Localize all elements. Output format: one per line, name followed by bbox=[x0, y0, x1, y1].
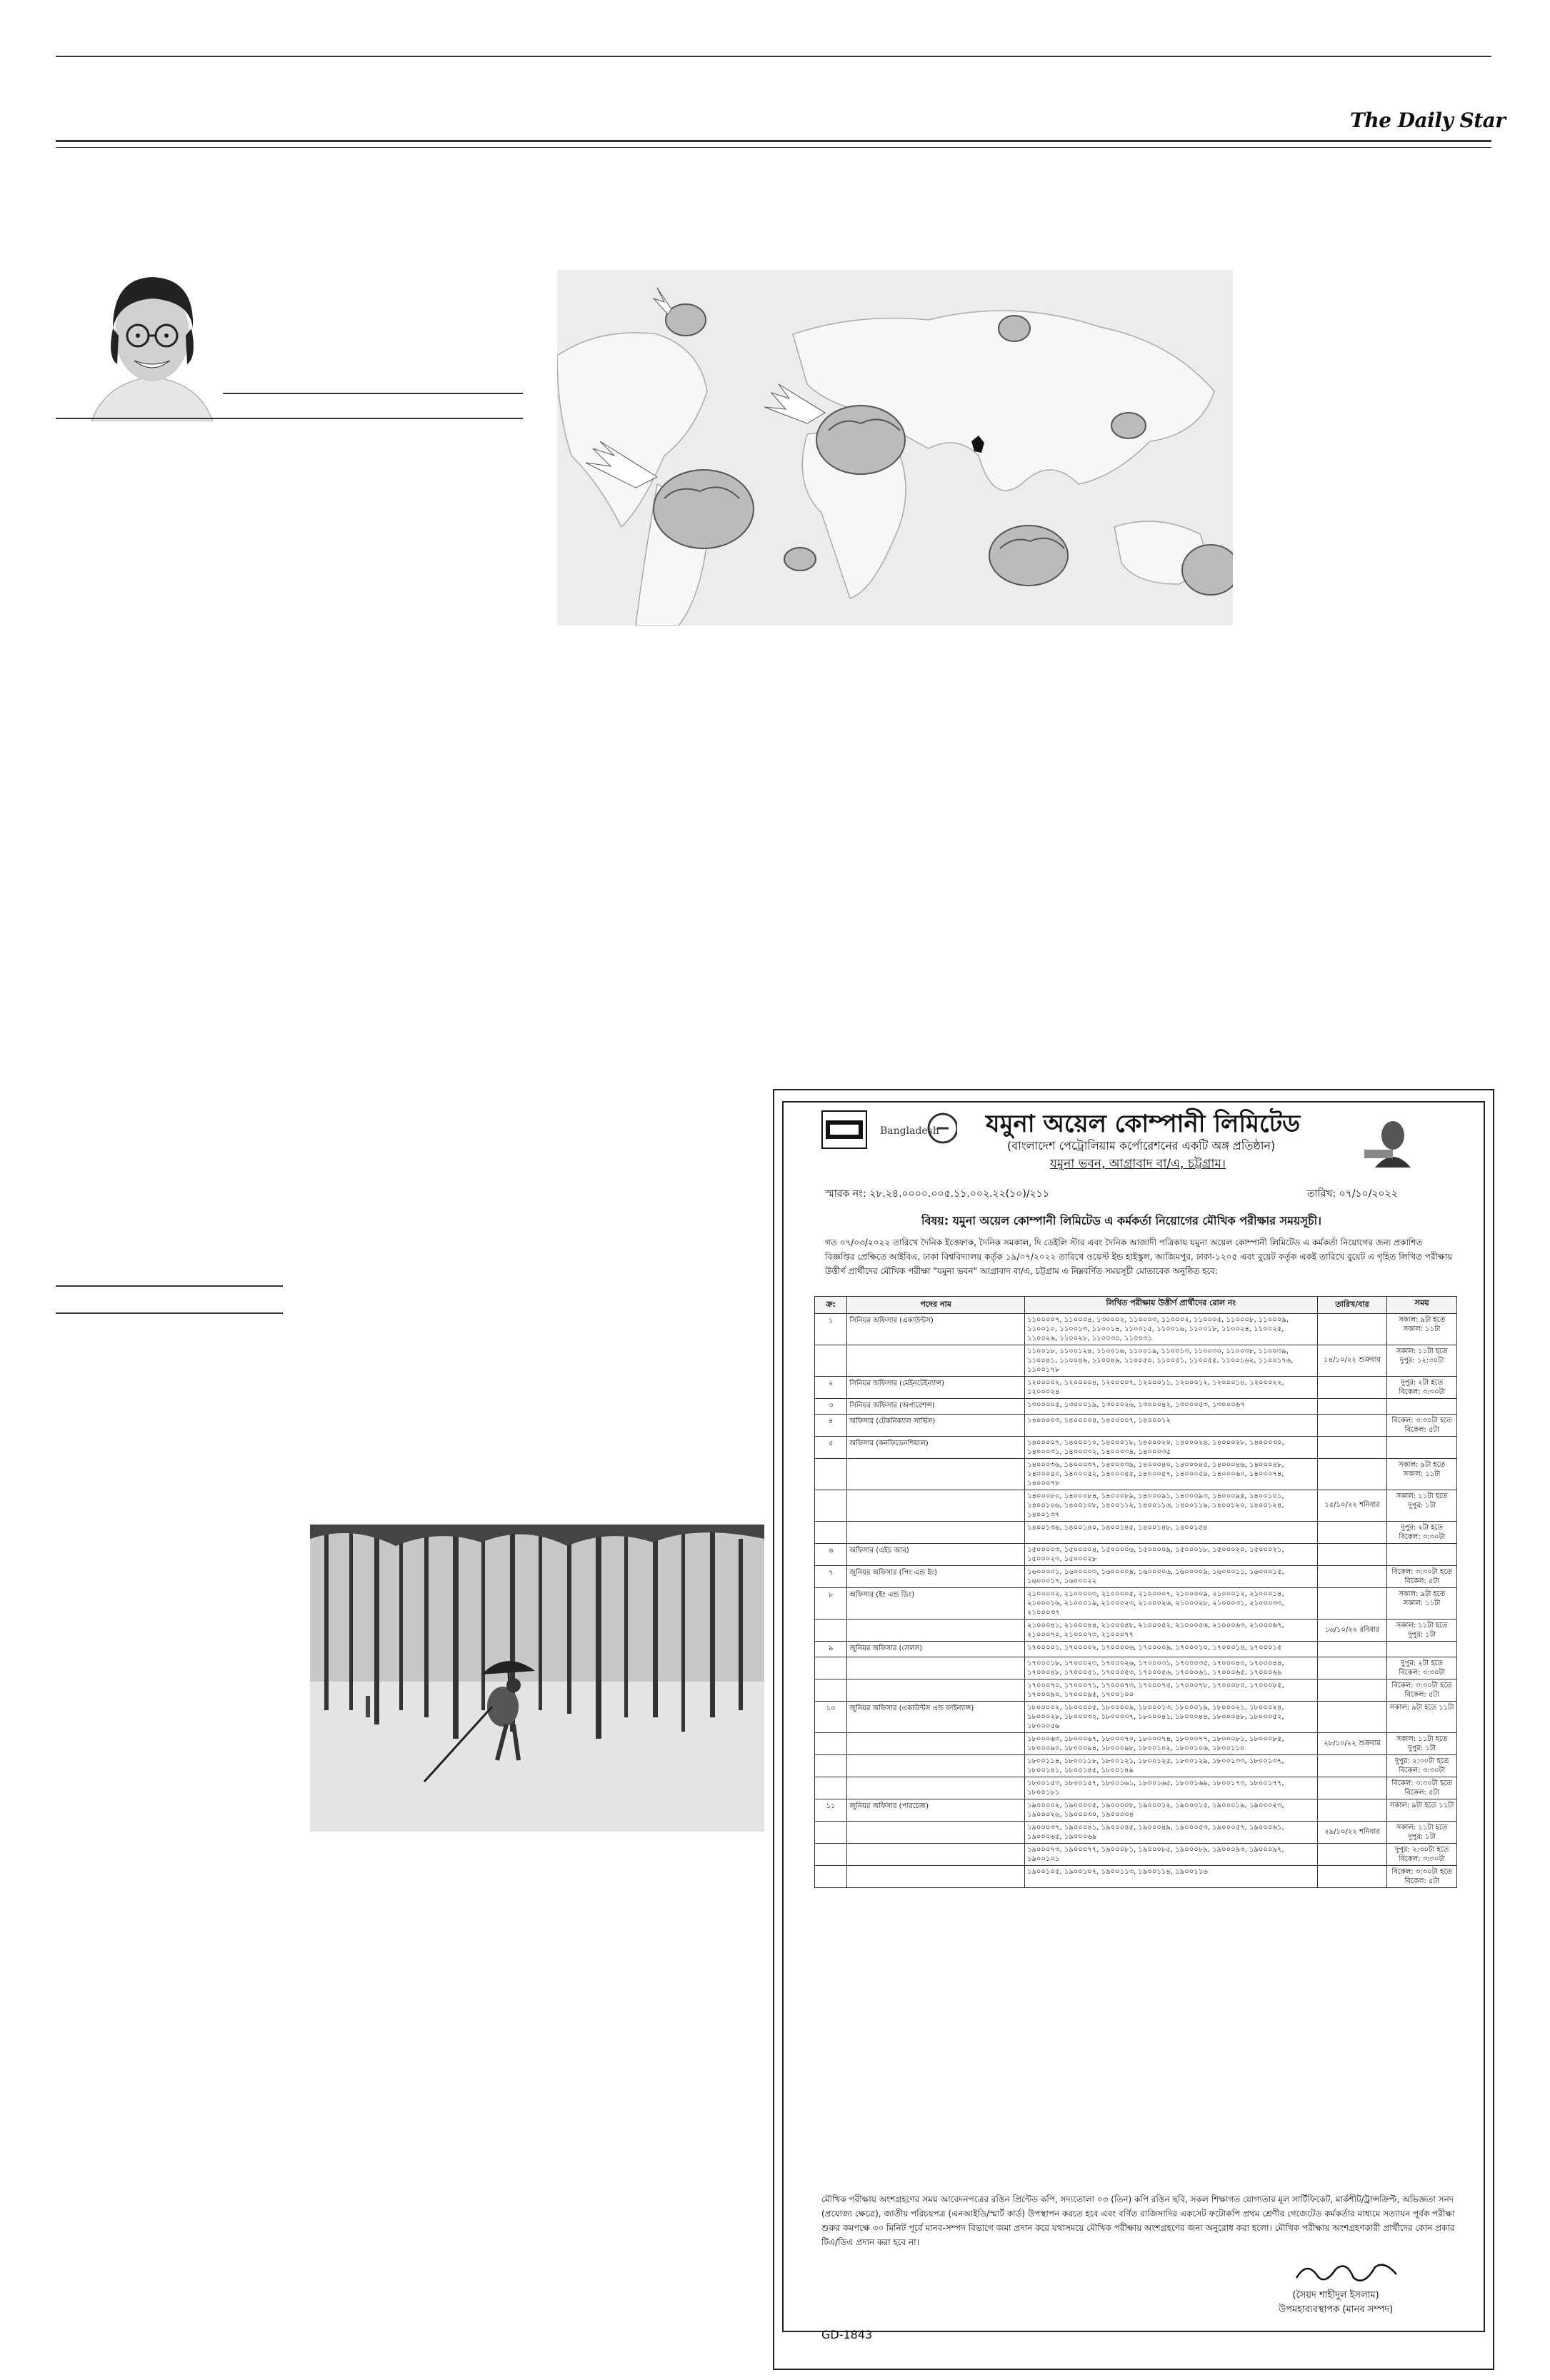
row-time bbox=[1387, 1642, 1457, 1657]
row-serial: ১০ bbox=[815, 1702, 847, 1733]
row-serial: ৪ bbox=[815, 1415, 847, 1437]
table-row bbox=[815, 1399, 1457, 1415]
row-serial: ৩ bbox=[815, 1399, 847, 1415]
row-rolls: ১৯০০০৩৭, ১৯০০০৪১, ১৯০০০৪৫, ১৯০০০৪৯, ১৯০০০৫৩, ১৯০০০৫৭, ১৯০০০৬১, ১৯০০০৬৫, ১৯০০০৬৯ bbox=[1024, 1822, 1317, 1844]
row-time bbox=[1387, 1399, 1457, 1415]
row-time: বিকেল: ৩:৩০টা হতে বিকেল: ৫টা bbox=[1387, 1866, 1457, 1888]
row-post: জুনিয়র অফিসার (একাউন্টস এন্ড ফাইন্যান্স) bbox=[847, 1702, 1025, 1733]
row-rolls: ১৯০০০০২, ১৯০০০০৫, ১৯০০০০৮, ১৯০০০১২, ১৯০০০১৫, ১৯০০০১৯, ১৯০০০২৩, ১৯০০০২৬, ১৯০০০৩০, ১৯০০০৩৪ bbox=[1024, 1799, 1317, 1822]
sidebar-rule-2 bbox=[56, 1312, 283, 1314]
row-rolls: ১১০০০০৭, ১১০০০৪, ১৩০০০২, ১১০০০৩, ১১০০০২, ১১০০০৫, ১১০০০৮, ১১০০০৯, ১১০০১০, ১১০০১৩, ১১০০১৪, ১১০০১৫, ১১০০১৬, ১১০০১৮, ১১০০২৪, ১১০০২৫, ১১০০২৬, ১১০০২৮, ১১০০৩০, ১১০০৩১ bbox=[1024, 1314, 1317, 1345]
row-date bbox=[1317, 1377, 1387, 1399]
row-serial: ৫ bbox=[815, 1437, 847, 1459]
sidebar-rule-1 bbox=[56, 1285, 283, 1287]
table-row bbox=[815, 1702, 1457, 1733]
table-row bbox=[815, 1314, 1457, 1345]
signer-name: (সৈয়দ শাহীদুল ইসলাম) bbox=[1292, 2290, 1379, 2301]
row-serial: ৯ bbox=[815, 1642, 847, 1657]
row-time: সকাল: ১১টা হতে দুপুর: ১টা bbox=[1387, 1733, 1457, 1755]
row-date bbox=[1317, 1399, 1387, 1415]
row-rolls: ১৭০০০০১, ১৭০০০০২, ১৭০০০০৬, ১৭০০০০৯, ১৭০০০১০, ১৭০০০১৪, ১৭০০০১৫ bbox=[1024, 1642, 1317, 1657]
author-photo bbox=[84, 257, 220, 421]
row-rolls: ১১০০১৮, ১১০০১২৪, ১১০০১৬, ১১০০১৯, ১১০০১৩, ১১০০৩০, ১১০০৩৮, ১১০০৩৯, ১১০০৪১, ১১০০৪৬, ১১০০৪৯, ১১০০৫০, ১১০০৫১, ১১০০৫৫, ১১০০১৬২, ১১০০১৭৬, ১১০০১৭৮ bbox=[1024, 1345, 1317, 1377]
row-date bbox=[1317, 1459, 1387, 1490]
row-date bbox=[1317, 1755, 1387, 1777]
row-time: দুপুর: ২টা হতে বিকেল: ৩:৩০টা bbox=[1387, 1522, 1457, 1544]
row-serial: ২ bbox=[815, 1377, 847, 1399]
header-post: পদের নাম bbox=[847, 1297, 1025, 1314]
row-rolls: ২১০০০০২, ২১০০০০৩, ২১০০০০৫, ২১০০০০৭, ২১০০০০৯, ২১০০০১২, ২১০০০১৪, ২১০০০১৬, ২১০০০১৯, ২১০০০২৩, ২১০০০২৬, ২১০০০২৮, ২১০০০৩১, ২১০০০৩৩, ২১০০০৩৭ bbox=[1024, 1588, 1317, 1620]
table-row bbox=[815, 1866, 1457, 1888]
row-date: ২৯/১০/২২ শনিবার bbox=[1317, 1822, 1387, 1844]
table-row bbox=[815, 1544, 1457, 1566]
table-row bbox=[815, 1345, 1457, 1377]
row-post bbox=[847, 1345, 1025, 1377]
table-row bbox=[815, 1415, 1457, 1437]
storm-beach-photo bbox=[310, 1525, 764, 1832]
row-time bbox=[1387, 1437, 1457, 1459]
row-serial bbox=[815, 1522, 847, 1544]
table-row bbox=[815, 1657, 1457, 1679]
row-date bbox=[1317, 1657, 1387, 1679]
header-rolls: লিখিত পরীক্ষায় উত্তীর্ণ প্রার্থীদের রোল নং bbox=[1024, 1297, 1317, 1314]
row-post: জুনিয়র অফিসার (সেলস) bbox=[847, 1642, 1025, 1657]
row-serial: ১ bbox=[815, 1314, 847, 1345]
row-post: অফিসার (টেকনিক্যাল সার্ভিস) bbox=[847, 1415, 1025, 1437]
row-rolls: ১৪০০০৩৬, ১৪০০০৩৭, ১৪০০০৩৯, ১৪০০০৪০, ১৪০০০৪৫, ১৪০০০৪৬, ১৪০০০৪৮, ১৪০০০৫০, ১৪০০০৫২, ১৪০০০৫৫, ১৪০০০৫৭, ১৪০০০৫৯, ১৪০০০৬০, ১৪০০০৭৪, ১৪০০০৭৮ bbox=[1024, 1459, 1317, 1490]
table-row bbox=[815, 1822, 1457, 1844]
row-rolls: ১৪০০০০৩, ১৪০০০০৪, ১৪০০০০৭, ১৪০০০১২ bbox=[1024, 1415, 1317, 1437]
row-rolls: ১৩০০০০৫, ১৩০০০১৯, ১৩০০০২৬, ১৩০০০৪২, ১৩০০০৫৩, ১৩০০০৬৭ bbox=[1024, 1399, 1317, 1415]
row-date: ১৫/১০/২২ শনিবার bbox=[1317, 1490, 1387, 1522]
table-row bbox=[815, 1490, 1457, 1522]
row-post bbox=[847, 1459, 1025, 1490]
row-rolls: ১৯০০০৭৩, ১৯০০০৭৭, ১৯০০০৮১, ১৯০০০৮৫, ১৯০০০৮৯, ১৯০০০৯৩, ১৯০০০৯৭, ১৯০০১০১ bbox=[1024, 1844, 1317, 1866]
row-post bbox=[847, 1679, 1025, 1702]
row-post bbox=[847, 1822, 1025, 1844]
row-date bbox=[1317, 1437, 1387, 1459]
row-rolls: ২১০০০৪১, ২১০০০৪৪, ২১০০০৪৮, ২১০০০৫২, ২১০০০৫৬, ২১০০০৬৩, ২১০০০৬৭, ২১০০০৭০, ২১০০০৭৩, ২১০০০৭৭ bbox=[1024, 1620, 1317, 1642]
mujib-logo bbox=[1361, 1118, 1418, 1168]
signature bbox=[1293, 2256, 1400, 2289]
table-row bbox=[815, 1522, 1457, 1544]
row-serial bbox=[815, 1679, 847, 1702]
table-row bbox=[815, 1733, 1457, 1755]
row-date bbox=[1317, 1702, 1387, 1733]
ad-body-text: গত ০৭/০৩/২০২২ তারিখে দৈনিক ইত্তেফাক, দৈনিক সমকাল, দি ডেইলি স্টার এবং দৈনিক আজাদী পত্রিকায় যমুনা অয়েল কোম্পানী লিমিটেড এ কর্মকর্তা নিয়োগের জন্য প্রকাশিত বিজ্ঞপ্তির প্রেক্ষিতে আইবিএ, ঢাকা বিশ্ববিদ্যালয় কর্তৃক ১৯/০৭/২০২২ তারিখে ওয়েস্ট ইন্ড হাইস্কুল, আজিমপুর, ঢাকা-১২০৫ এবং বুয়েট কর্তৃক একই তারিখে বুয়েট এ গৃহিত লিখিত পরীক্ষায় উত্তীর্ণ প্রার্থীদের মৌখিক পরীক্ষা "যমুনা ভবন" আগ্রাবাদ বা/এ, চট্টগ্রাম এ নিম্নবর্ণিত সময়সূচী মোতাবেক অনুষ্ঠিত হবে: bbox=[825, 1237, 1453, 1276]
row-post bbox=[847, 1490, 1025, 1522]
row-time: দুপুর: ২:৩০টা হতে বিকেল: ৩:৩০টা bbox=[1387, 1844, 1457, 1866]
masthead-rule-2 bbox=[56, 147, 1491, 148]
header-time: সময় bbox=[1387, 1297, 1457, 1314]
golden-jubilee-logo bbox=[879, 1105, 957, 1152]
row-rolls: ১৭০০০৭০, ১৭০০০৭১, ১৭০০০৭৩, ১৭০০০৭৫, ১৭০০০৭৮, ১৭০০০৮০, ১৭০০০৮৫, ১৭০০০৯০, ১৭০০০৯৫, ১৭০০১০০ bbox=[1024, 1679, 1317, 1702]
ad-subtitle: (বাংলাদেশ পেট্রোলিয়াম কর্পোরেশনের একটি অঙ্গ প্রতিষ্ঠান) bbox=[1007, 1139, 1276, 1153]
row-time bbox=[1387, 1544, 1457, 1566]
row-post: জুনিয়র অফিসার (পিং এন্ড ইং) bbox=[847, 1566, 1025, 1588]
row-date: ১৪/১০/২২ শুক্রবার bbox=[1317, 1345, 1387, 1377]
row-rolls: ১৮০০০০২, ১৮০০০০৫, ১৮০০০০৯, ১৮০০০১৩, ১৮০০০১৯, ১৮০০০২১, ১৮০০০২৪, ১৮০০০২৮, ১৮০০০৩২, ১৮০০০৩৭, ১৮০০০৪১, ১৮০০০৪৪, ১৮০০০৪৮, ১৮০০০৫২, ১৮০০০৫৬ bbox=[1024, 1702, 1317, 1733]
top-rule bbox=[56, 56, 1491, 57]
table-row bbox=[815, 1437, 1457, 1459]
row-rolls: ১৪০০১৩৯, ১৪০০১৪০, ১৪০০১৪৫, ১৪০০১৪৮, ১৪০০১৫৪ bbox=[1024, 1522, 1317, 1544]
row-serial bbox=[815, 1866, 847, 1888]
row-time: বিকেল: ৩:৩০টা হতে বিকেল: ৫টা bbox=[1387, 1415, 1457, 1437]
row-rolls: ১৫০০০০৩, ১৫০০০০৪, ১৫০০০০৬, ১৫০০০০৯, ১৫০০০১৮, ১৫০০০২০, ১৫০০০২১, ১৫০০০২৩, ১৫০০০২৮ bbox=[1024, 1544, 1317, 1566]
svg-text:Bangladesh: Bangladesh bbox=[880, 1125, 939, 1137]
row-post: জুনিয়র অফিসার (পারচেজ) bbox=[847, 1799, 1025, 1822]
row-date bbox=[1317, 1642, 1387, 1657]
ad-company-name: যমুনা অয়েল কোম্পানী লিমিটেড bbox=[986, 1110, 1301, 1138]
row-post bbox=[847, 1657, 1025, 1679]
row-serial bbox=[815, 1345, 847, 1377]
table-row bbox=[815, 1459, 1457, 1490]
row-date bbox=[1317, 1415, 1387, 1437]
row-rolls: ১৯০০১০৫, ১৯০০১০৭, ১৯০০১১৩, ১৯০০১১৪, ১৯০০১১৬ bbox=[1024, 1866, 1317, 1888]
gd-number: GD-1843 bbox=[821, 2328, 873, 2341]
row-time: বিকেল: ৩:৩০টা হতে বিকেল: ৫টা bbox=[1387, 1777, 1457, 1799]
table-row bbox=[815, 1844, 1457, 1866]
row-time: সকাল: ১১টা হতে দুপুর: ১টা bbox=[1387, 1620, 1457, 1642]
row-post: অফিসার (এইচ আর) bbox=[847, 1544, 1025, 1566]
table-row bbox=[815, 1588, 1457, 1620]
row-post bbox=[847, 1733, 1025, 1755]
header-date: তারিখ/বার bbox=[1317, 1297, 1387, 1314]
row-time: দুপুর: ২:৩০টা হতে বিকেল: ৩:৩০টা bbox=[1387, 1755, 1457, 1777]
row-time: সকাল: ১১টা হতে দুপুর: ১২:৩০টা bbox=[1387, 1345, 1457, 1377]
row-time: সকাল: ৯টা হতে সকাল: ১১টা bbox=[1387, 1314, 1457, 1345]
row-date bbox=[1317, 1522, 1387, 1544]
row-date bbox=[1317, 1588, 1387, 1620]
table-row bbox=[815, 1799, 1457, 1822]
masthead-logo: The Daily Star bbox=[1350, 109, 1506, 132]
row-time: সকাল: ৯টা হতে ১১টা bbox=[1387, 1702, 1457, 1733]
row-time: বিকেল: ৩:৩০টা হতে বিকেল: ৫টা bbox=[1387, 1679, 1457, 1702]
row-date bbox=[1317, 1314, 1387, 1345]
signer-title: উপমহাব্যবস্থাপক (মানব সম্পদ) bbox=[1279, 2304, 1394, 2315]
row-time: সকাল: ৯টা হতে সকাল: ১১টা bbox=[1387, 1588, 1457, 1620]
row-rolls: ১৬০০০০১, ১৬০০০০৩, ১৬০০০০৪, ১৬০০০০৬, ১৬০০০০৯, ১৬০০০১১, ১৬০০০১৫, ১৬০০০১৭, ১৬০০০২২ bbox=[1024, 1566, 1317, 1588]
ad-footer-instructions: মৌখিক পরীক্ষায় অংশগ্রহণের সময় আবেদনপত্রের রঙিন প্রিন্টেড কপি, সদ্যতোলা ০৩ (তিন) কপি রঙিন ছবি, সকল শিক্ষাগত যোগ্যতার মূল সার্টিফিকেট, মার্কশীট/ট্রান্সক্রিপ্ট, অভিজ্ঞতা সনদ (প্রযোজ্য ক্ষেত্রে), জাতীয় পরিচয়পত্র (এনআইডি/স্মার্ট কার্ড) উপস্থাপন করতে হবে এবং বর্ণিত রাজিসাদির একসেট ফটোকপি প্রথম শ্রেণীর গেজেটেড কর্মকর্তার মাধ্যমে সত্যায়ন পূর্বক পরীক্ষা শুরুর কমপক্ষে ৩০ মিনিট পূর্বে মানব-সম্পদ বিভাগে জমা প্রদান করে যথাসময়ে মৌখিক পরীক্ষায় অংশগ্রহণের জন্য অনুরোধ করা হলো। মৌখিক পরীক্ষায় অংশগ্রহণকারী প্রার্থীদের কোন প্রকার টিএ/ডিএ প্রদান করা হবে না। bbox=[821, 2194, 1455, 2247]
row-time: সকাল: ১১টা হতে দুপুর: ১টা bbox=[1387, 1490, 1457, 1522]
jamuna-logo bbox=[821, 1110, 867, 1149]
row-post bbox=[847, 1755, 1025, 1777]
ad-subject: বিষয়: যমুনা অয়েল কোম্পানী লিমিটেড এ কর্মকর্তা নিয়োগের মৌখিক পরীক্ষার সময়সূচী। bbox=[921, 1214, 1321, 1227]
row-date bbox=[1317, 1566, 1387, 1588]
row-post: সিনিয়র অফিসার (একাউন্টস) bbox=[847, 1314, 1025, 1345]
row-serial: ৮ bbox=[815, 1588, 847, 1620]
row-date bbox=[1317, 1844, 1387, 1866]
author-rule-2 bbox=[56, 418, 523, 419]
ad-date: তারিখ: ০৭/১০/২০২২ bbox=[1307, 1188, 1398, 1200]
viva-schedule-table bbox=[814, 1296, 1457, 1888]
row-serial: ১১ bbox=[815, 1799, 847, 1822]
row-serial bbox=[815, 1822, 847, 1844]
row-date bbox=[1317, 1679, 1387, 1702]
row-time: বিকেল: ৩:৩০টা হতে বিকেল: ৫টা bbox=[1387, 1566, 1457, 1588]
ad-reference-number: স্মারক নং: ২৮.২৪.০০০০.০০৫.১১.০০২.২২(১০)/২১১ bbox=[825, 1188, 1049, 1200]
table-row bbox=[815, 1679, 1457, 1702]
row-serial: ৭ bbox=[815, 1566, 847, 1588]
row-serial bbox=[815, 1657, 847, 1679]
row-rolls: ১৮০০১১৪, ১৮০০১১৮, ১৮০০১২১, ১৮০০১২৫, ১৮০০১২৯, ১৮০০১৩৩, ১৮০০১৩৭, ১৮০০১৪১, ১৮০০১৪৫, ১৮০০১৪৯ bbox=[1024, 1755, 1317, 1777]
row-serial bbox=[815, 1844, 847, 1866]
row-time: সকাল: ৯টা হতে সকাল: ১১টা bbox=[1387, 1459, 1457, 1490]
row-serial: ৬ bbox=[815, 1544, 847, 1566]
row-serial bbox=[815, 1755, 847, 1777]
row-date bbox=[1317, 1799, 1387, 1822]
row-time: দুপুর: ২টা হতে বিকেল: ৩:৩০টা bbox=[1387, 1657, 1457, 1679]
row-serial bbox=[815, 1733, 847, 1755]
author-rule-1 bbox=[223, 393, 523, 394]
row-rolls: ১৪০০০০৭, ১৪০০০১০, ১৪০০০১৮, ১৪০০০২০, ১৪০০০২৪, ১৪০০০২৮, ১৪০০০৩০, ১৪০০০৩১, ১৪০০০৩২, ১৪০০০৩৪, ১৪০০০৩৫ bbox=[1024, 1437, 1317, 1459]
row-post: সিনিয়র অফিসার (অপারেশন্স) bbox=[847, 1399, 1025, 1415]
table-row bbox=[815, 1777, 1457, 1799]
row-post: অফিসার (কনফিডেনশিয়াল) bbox=[847, 1437, 1025, 1459]
table-row bbox=[815, 1755, 1457, 1777]
row-post bbox=[847, 1866, 1025, 1888]
row-date bbox=[1317, 1777, 1387, 1799]
table-row bbox=[815, 1377, 1457, 1399]
row-date bbox=[1317, 1866, 1387, 1888]
row-post bbox=[847, 1522, 1025, 1544]
row-date bbox=[1317, 1544, 1387, 1566]
row-serial bbox=[815, 1777, 847, 1799]
row-date: ২৮/১০/২২ শুক্রবার bbox=[1317, 1733, 1387, 1755]
row-serial bbox=[815, 1620, 847, 1642]
row-time: সকাল: ১১টা হতে দুপুর: ১টা bbox=[1387, 1822, 1457, 1844]
table-row bbox=[815, 1642, 1457, 1657]
row-time: সকাল: ৯টা হতে ১১টা bbox=[1387, 1799, 1457, 1822]
brain-drain-map-illustration bbox=[557, 270, 1233, 626]
row-post bbox=[847, 1620, 1025, 1642]
table-row bbox=[815, 1566, 1457, 1588]
table-header-row bbox=[815, 1297, 1457, 1314]
row-rolls: ১৭০০০১৮, ১৭০০০২৩, ১৭০০০২৬, ১৭০০০৩১, ১৭০০০৩৫, ১৭০০০৪০, ১৭০০০৪৪, ১৭০০০৪৮, ১৭০০০৫১, ১৭০০০৫৩, ১৭০০০৫৬, ১৭০০০৬১, ১৭০০০৬৫, ১৭০০০৬৯ bbox=[1024, 1657, 1317, 1679]
masthead-rule-1 bbox=[56, 140, 1491, 142]
row-post: সিনিয়র অফিসার (মেইনটেইন্যান্স) bbox=[847, 1377, 1025, 1399]
row-post: অফিসার (ইং এন্ড ডিং) bbox=[847, 1588, 1025, 1620]
row-serial bbox=[815, 1490, 847, 1522]
row-rolls: ১৮০০১৫৩, ১৮০০১৫৭, ১৮০০১৬১, ১৮০০১৬৫, ১৮০০১৬৯, ১৮০০১৭৩, ১৮০০১৭৭, ১৮০০১৮১ bbox=[1024, 1777, 1317, 1799]
row-post bbox=[847, 1844, 1025, 1866]
row-time: দুপুর: ২টা হতে বিকেল: ৩:৩০টা bbox=[1387, 1377, 1457, 1399]
row-post bbox=[847, 1777, 1025, 1799]
row-serial bbox=[815, 1459, 847, 1490]
row-date: ১৬/১০/২২ রবিবার bbox=[1317, 1620, 1387, 1642]
ad-address: যমুনা ভবন, আগ্রাবাদ বা/এ, চট্টগ্রাম। bbox=[1050, 1157, 1226, 1171]
header-serial: ক্র: bbox=[815, 1297, 847, 1314]
ad-signatory bbox=[1279, 2289, 1393, 2317]
row-rolls: ১৪০০০৮০, ১৪০০০৮৪, ১৪০০০৮৯, ১৪০০০৯১, ১৪০০০৯৩, ১৪০০০৯৫, ১৪০০১০১, ১৪০০১০৬, ১৪০০১০৮, ১৪০০১১২, ১৪০০১১৬, ১৪০০১১৯, ১৪০০১২০, ১৪০০১২৪, ১৪০০১৩৭ bbox=[1024, 1490, 1317, 1522]
row-rolls: ১৮০০০৬৩, ১৮০০০৬৭, ১৮০০০৭০, ১৮০০০৭৪, ১৮০০০৭৭, ১৮০০০৮১, ১৮০০০৮৫, ১৮০০০৯০, ১৮০০০৯৪, ১৮০০০৯৮, ১৮০০১০২, ১৮০০১০৬, ১৮০০১১০ bbox=[1024, 1733, 1317, 1755]
table-row bbox=[815, 1620, 1457, 1642]
row-rolls: ১২০০০০২, ১২০০০০৪, ১২০০০০৭, ১২০০০১১, ১২০০০১২, ১২০০০১৪, ১২০০০২২, ১২০০০২৪ bbox=[1024, 1377, 1317, 1399]
